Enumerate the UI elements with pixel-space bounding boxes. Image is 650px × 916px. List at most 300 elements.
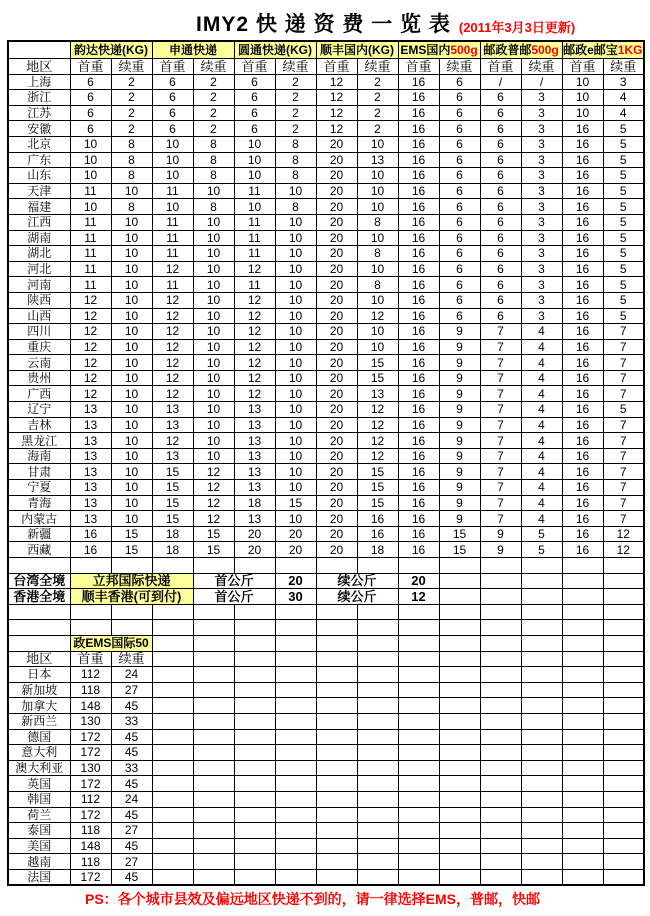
rate-cell[interactable]: 16	[398, 324, 439, 340]
rate-cell[interactable]: 6	[152, 74, 193, 90]
empty-cell[interactable]	[480, 589, 521, 605]
empty-cell[interactable]	[193, 635, 234, 651]
rate-cell[interactable]: 16	[562, 183, 603, 199]
rate-cell[interactable]: 16	[398, 370, 439, 386]
rate-cell[interactable]: 3	[521, 199, 562, 215]
empty-cell[interactable]	[398, 698, 439, 714]
rate-cell[interactable]: 5	[603, 277, 644, 293]
empty-cell[interactable]	[398, 760, 439, 776]
country-cell[interactable]: 越南	[8, 854, 70, 870]
empty-cell[interactable]	[521, 807, 562, 823]
rate-cell[interactable]: 5	[603, 152, 644, 168]
empty-cell[interactable]	[357, 823, 398, 839]
empty-cell[interactable]	[480, 604, 521, 620]
rate-cell[interactable]: 20	[316, 370, 357, 386]
empty-cell[interactable]	[275, 713, 316, 729]
rate-cell[interactable]: 10	[193, 308, 234, 324]
rate-cell[interactable]: 2	[357, 74, 398, 90]
rate-cell[interactable]: 7	[603, 386, 644, 402]
rate-cell[interactable]: 10	[193, 386, 234, 402]
empty-cell[interactable]	[603, 667, 644, 683]
rate-cell[interactable]: 10	[275, 370, 316, 386]
rate-cell[interactable]: 7	[603, 511, 644, 527]
rate-cell[interactable]: 10	[111, 370, 152, 386]
intl-additional-rate-cell[interactable]: 45	[111, 745, 152, 761]
rate-cell[interactable]: 16	[562, 246, 603, 262]
empty-cell[interactable]	[439, 698, 480, 714]
rate-cell[interactable]: 12	[152, 308, 193, 324]
rate-cell[interactable]: 16	[398, 183, 439, 199]
empty-cell[interactable]	[316, 651, 357, 667]
empty-cell[interactable]	[357, 604, 398, 620]
additional-weight-header-cell[interactable]: 续重	[521, 59, 562, 75]
rate-cell[interactable]: 6	[480, 230, 521, 246]
rate-cell[interactable]: 3	[521, 292, 562, 308]
rate-cell[interactable]: 20	[316, 464, 357, 480]
rate-cell[interactable]: 9	[439, 464, 480, 480]
rate-cell[interactable]: 2	[193, 121, 234, 137]
rate-cell[interactable]: 10	[111, 402, 152, 418]
rate-cell[interactable]: 6	[439, 152, 480, 168]
rate-cell[interactable]: 10	[357, 292, 398, 308]
region-cell[interactable]: 山东	[8, 168, 70, 184]
empty-cell[interactable]	[234, 807, 275, 823]
rate-cell[interactable]: 15	[357, 480, 398, 496]
rate-cell[interactable]: 16	[562, 511, 603, 527]
intl-first-rate-cell[interactable]: 172	[70, 807, 111, 823]
rate-cell[interactable]: /	[521, 74, 562, 90]
rate-cell[interactable]: 12	[603, 542, 644, 558]
intl-additional-rate-cell[interactable]: 27	[111, 682, 152, 698]
carrier-header-cell[interactable]: 邮政e邮宝1KG	[563, 43, 643, 57]
empty-cell[interactable]	[398, 558, 439, 574]
region-cell[interactable]: 新疆	[8, 526, 70, 542]
rate-cell[interactable]: 15	[193, 526, 234, 542]
rate-cell[interactable]: 15	[152, 511, 193, 527]
empty-cell[interactable]	[562, 760, 603, 776]
rate-cell[interactable]: 12	[193, 464, 234, 480]
empty-cell[interactable]	[439, 729, 480, 745]
rate-cell[interactable]: 16	[398, 277, 439, 293]
empty-cell[interactable]	[8, 620, 70, 636]
special-region-cell[interactable]: 香港全境	[8, 589, 70, 605]
empty-cell[interactable]	[603, 651, 644, 667]
rate-cell[interactable]: 20	[275, 542, 316, 558]
empty-cell[interactable]	[316, 729, 357, 745]
rate-cell[interactable]: 9	[439, 417, 480, 433]
rate-cell[interactable]: 12	[193, 495, 234, 511]
rate-cell[interactable]: 12	[234, 324, 275, 340]
empty-cell[interactable]	[234, 823, 275, 839]
additional-weight-header-cell[interactable]: 续重	[357, 59, 398, 75]
intl-additional-rate-cell[interactable]: 27	[111, 854, 152, 870]
empty-cell[interactable]	[562, 635, 603, 651]
empty-cell[interactable]	[398, 854, 439, 870]
rate-cell[interactable]: 9	[439, 448, 480, 464]
empty-cell[interactable]	[398, 729, 439, 745]
rate-cell[interactable]: 10	[193, 214, 234, 230]
rate-cell[interactable]: 4	[521, 370, 562, 386]
empty-cell[interactable]	[562, 854, 603, 870]
rate-cell[interactable]: 10	[357, 199, 398, 215]
rate-cell[interactable]: 6	[439, 214, 480, 230]
rate-cell[interactable]: 16	[562, 495, 603, 511]
region-cell[interactable]: 黑龙江	[8, 433, 70, 449]
rate-cell[interactable]: 20	[316, 355, 357, 371]
rate-cell[interactable]: 11	[70, 246, 111, 262]
empty-cell[interactable]	[8, 604, 70, 620]
rate-cell[interactable]: 20	[234, 526, 275, 542]
rate-cell[interactable]: 16	[562, 277, 603, 293]
rate-cell[interactable]: 20	[316, 339, 357, 355]
rate-cell[interactable]: 4	[521, 386, 562, 402]
empty-cell[interactable]	[439, 760, 480, 776]
empty-cell[interactable]	[193, 823, 234, 839]
empty-cell[interactable]	[357, 713, 398, 729]
rate-cell[interactable]: 3	[521, 136, 562, 152]
intl-first-rate-cell[interactable]: 118	[70, 823, 111, 839]
region-cell[interactable]: 广东	[8, 152, 70, 168]
rate-cell[interactable]: 11	[70, 230, 111, 246]
rate-cell[interactable]: 6	[480, 292, 521, 308]
rate-cell[interactable]: 12	[152, 261, 193, 277]
country-cell[interactable]: 泰国	[8, 823, 70, 839]
rate-cell[interactable]: 20	[316, 230, 357, 246]
empty-cell[interactable]	[275, 667, 316, 683]
empty-cell[interactable]	[480, 760, 521, 776]
empty-cell[interactable]	[316, 713, 357, 729]
rate-cell[interactable]: 11	[234, 230, 275, 246]
country-cell[interactable]: 德国	[8, 729, 70, 745]
empty-cell[interactable]	[275, 558, 316, 574]
country-cell[interactable]: 新加坡	[8, 682, 70, 698]
rate-cell[interactable]: 10	[193, 448, 234, 464]
rate-cell[interactable]: 4	[521, 480, 562, 496]
empty-cell[interactable]	[439, 807, 480, 823]
rate-cell[interactable]: 9	[439, 495, 480, 511]
empty-cell[interactable]	[152, 729, 193, 745]
rate-cell[interactable]: /	[480, 74, 521, 90]
empty-cell[interactable]	[275, 823, 316, 839]
rate-cell[interactable]: 8	[275, 199, 316, 215]
rate-cell[interactable]: 16	[398, 526, 439, 542]
rate-cell[interactable]: 3	[521, 168, 562, 184]
rate-cell[interactable]: 20	[316, 292, 357, 308]
rate-cell[interactable]: 9	[439, 386, 480, 402]
region-cell[interactable]: 江苏	[8, 105, 70, 121]
rate-cell[interactable]: 18	[234, 495, 275, 511]
rate-cell[interactable]: 16	[398, 339, 439, 355]
rate-cell[interactable]: 16	[562, 417, 603, 433]
empty-cell[interactable]	[234, 729, 275, 745]
rate-cell[interactable]: 9	[439, 370, 480, 386]
rate-cell[interactable]: 10	[111, 495, 152, 511]
rate-cell[interactable]: 10	[111, 386, 152, 402]
intl-first-rate-cell[interactable]: 148	[70, 838, 111, 854]
rate-cell[interactable]: 16	[398, 74, 439, 90]
empty-cell[interactable]	[152, 807, 193, 823]
rate-cell[interactable]: 16	[70, 542, 111, 558]
rate-cell[interactable]: 12	[152, 370, 193, 386]
additional-kg-rate-cell[interactable]: 20	[398, 573, 439, 589]
rate-cell[interactable]: 10	[357, 168, 398, 184]
empty-cell[interactable]	[603, 573, 644, 589]
rate-cell[interactable]: 10	[152, 168, 193, 184]
intl-additional-rate-cell[interactable]: 33	[111, 760, 152, 776]
rate-cell[interactable]: 15	[439, 542, 480, 558]
region-cell[interactable]: 青海	[8, 495, 70, 511]
rate-cell[interactable]: 10	[275, 433, 316, 449]
empty-cell[interactable]	[480, 713, 521, 729]
country-cell[interactable]: 美国	[8, 838, 70, 854]
empty-cell[interactable]	[316, 807, 357, 823]
country-cell[interactable]: 韩国	[8, 791, 70, 807]
carrier-header-cell[interactable]: 申通快递	[152, 41, 234, 59]
empty-cell[interactable]	[357, 729, 398, 745]
empty-cell[interactable]	[603, 854, 644, 870]
empty-cell[interactable]	[234, 854, 275, 870]
rate-cell[interactable]: 5	[603, 199, 644, 215]
empty-cell[interactable]	[234, 776, 275, 792]
rate-cell[interactable]: 15	[357, 495, 398, 511]
empty-cell[interactable]	[111, 620, 152, 636]
empty-cell[interactable]	[111, 558, 152, 574]
rate-cell[interactable]: 6	[152, 90, 193, 106]
rate-cell[interactable]: 16	[398, 246, 439, 262]
rate-cell[interactable]: 16	[398, 230, 439, 246]
rate-cell[interactable]: 5	[603, 168, 644, 184]
empty-cell[interactable]	[234, 791, 275, 807]
empty-cell[interactable]	[193, 776, 234, 792]
rate-cell[interactable]: 12	[357, 417, 398, 433]
rate-cell[interactable]: 10	[111, 433, 152, 449]
empty-cell[interactable]	[193, 791, 234, 807]
rate-cell[interactable]: 9	[439, 480, 480, 496]
empty-cell[interactable]	[193, 698, 234, 714]
rate-cell[interactable]: 12	[70, 386, 111, 402]
first-kg-rate-cell[interactable]: 20	[275, 573, 316, 589]
empty-cell[interactable]	[521, 869, 562, 885]
rate-cell[interactable]: 7	[603, 433, 644, 449]
rate-cell[interactable]: 6	[439, 261, 480, 277]
region-cell[interactable]: 湖南	[8, 230, 70, 246]
empty-cell[interactable]	[603, 760, 644, 776]
rate-cell[interactable]: 16	[562, 308, 603, 324]
empty-cell[interactable]	[398, 635, 439, 651]
rate-cell[interactable]: 20	[316, 511, 357, 527]
rate-cell[interactable]: 20	[316, 402, 357, 418]
empty-cell[interactable]	[152, 745, 193, 761]
rate-cell[interactable]: 10	[193, 261, 234, 277]
rate-cell[interactable]: 16	[398, 495, 439, 511]
rate-cell[interactable]: 12	[193, 511, 234, 527]
rate-cell[interactable]: 10	[70, 136, 111, 152]
rate-cell[interactable]: 20	[316, 152, 357, 168]
empty-cell[interactable]	[234, 558, 275, 574]
empty-cell[interactable]	[562, 558, 603, 574]
rate-cell[interactable]: 12	[316, 74, 357, 90]
empty-cell[interactable]	[439, 713, 480, 729]
empty-cell[interactable]	[521, 651, 562, 667]
rate-cell[interactable]: 13	[234, 402, 275, 418]
rate-cell[interactable]: 12	[234, 370, 275, 386]
rate-cell[interactable]: 7	[480, 433, 521, 449]
empty-cell[interactable]	[439, 745, 480, 761]
first-weight-header-cell[interactable]: 首重	[316, 59, 357, 75]
empty-cell[interactable]	[193, 620, 234, 636]
empty-cell[interactable]	[275, 791, 316, 807]
rate-cell[interactable]: 16	[562, 121, 603, 137]
empty-cell[interactable]	[480, 620, 521, 636]
rate-cell[interactable]: 4	[521, 433, 562, 449]
rate-cell[interactable]: 10	[70, 168, 111, 184]
empty-cell[interactable]	[398, 807, 439, 823]
rate-cell[interactable]: 8	[111, 152, 152, 168]
additional-kg-rate-cell[interactable]: 12	[398, 589, 439, 605]
rate-cell[interactable]: 16	[398, 152, 439, 168]
rate-cell[interactable]: 7	[480, 370, 521, 386]
empty-cell[interactable]	[357, 869, 398, 885]
additional-weight-header-cell[interactable]: 续重	[275, 59, 316, 75]
rate-cell[interactable]: 2	[357, 121, 398, 137]
rate-cell[interactable]: 10	[234, 168, 275, 184]
empty-cell[interactable]	[152, 698, 193, 714]
additional-kg-label-cell[interactable]: 续公斤	[316, 589, 398, 605]
rate-cell[interactable]: 3	[521, 261, 562, 277]
rate-cell[interactable]: 13	[152, 402, 193, 418]
empty-cell[interactable]	[603, 620, 644, 636]
rate-cell[interactable]: 10	[70, 199, 111, 215]
empty-cell[interactable]	[439, 838, 480, 854]
empty-cell[interactable]	[275, 776, 316, 792]
first-weight-header-cell[interactable]: 首重	[70, 59, 111, 75]
first-weight-header-cell[interactable]: 首重	[398, 59, 439, 75]
rate-cell[interactable]: 10	[111, 464, 152, 480]
empty-cell[interactable]	[398, 713, 439, 729]
empty-cell[interactable]	[562, 791, 603, 807]
rate-cell[interactable]: 5	[521, 542, 562, 558]
empty-cell[interactable]	[562, 573, 603, 589]
rate-cell[interactable]: 13	[70, 464, 111, 480]
intl-additional-rate-cell[interactable]: 45	[111, 838, 152, 854]
empty-cell[interactable]	[316, 604, 357, 620]
rate-cell[interactable]: 10	[275, 214, 316, 230]
empty-cell[interactable]	[562, 698, 603, 714]
rate-cell[interactable]: 10	[275, 402, 316, 418]
rate-cell[interactable]: 16	[70, 526, 111, 542]
rate-cell[interactable]: 5	[603, 136, 644, 152]
empty-cell[interactable]	[562, 776, 603, 792]
rate-cell[interactable]: 16	[562, 480, 603, 496]
rate-cell[interactable]: 20	[316, 261, 357, 277]
empty-cell[interactable]	[398, 651, 439, 667]
empty-cell[interactable]	[234, 713, 275, 729]
empty-cell[interactable]	[603, 776, 644, 792]
empty-cell[interactable]	[316, 667, 357, 683]
rate-cell[interactable]: 8	[111, 136, 152, 152]
rate-cell[interactable]: 16	[562, 230, 603, 246]
region-cell[interactable]: 天津	[8, 183, 70, 199]
empty-cell[interactable]	[152, 869, 193, 885]
first-kg-label-cell[interactable]: 首公斤	[193, 589, 275, 605]
empty-cell[interactable]	[439, 776, 480, 792]
empty-cell[interactable]	[480, 807, 521, 823]
empty-cell[interactable]	[234, 604, 275, 620]
rate-cell[interactable]: 11	[152, 277, 193, 293]
empty-cell[interactable]	[603, 791, 644, 807]
empty-cell[interactable]	[275, 760, 316, 776]
special-carrier-cell[interactable]: 立邦国际快递	[70, 573, 193, 589]
rate-cell[interactable]: 16	[357, 526, 398, 542]
rate-cell[interactable]: 6	[234, 105, 275, 121]
rate-cell[interactable]: 9	[439, 402, 480, 418]
rate-cell[interactable]: 13	[70, 402, 111, 418]
empty-cell[interactable]	[562, 807, 603, 823]
rate-cell[interactable]: 16	[562, 386, 603, 402]
rate-cell[interactable]: 2	[193, 105, 234, 121]
empty-cell[interactable]	[152, 651, 193, 667]
rate-cell[interactable]: 16	[398, 511, 439, 527]
rate-cell[interactable]: 3	[521, 308, 562, 324]
country-cell[interactable]: 新西兰	[8, 713, 70, 729]
empty-cell[interactable]	[521, 729, 562, 745]
rate-cell[interactable]: 16	[398, 214, 439, 230]
rate-cell[interactable]: 16	[562, 214, 603, 230]
rate-cell[interactable]: 10	[152, 199, 193, 215]
empty-cell[interactable]	[316, 620, 357, 636]
region-cell[interactable]: 重庆	[8, 339, 70, 355]
rate-cell[interactable]: 7	[603, 495, 644, 511]
empty-cell[interactable]	[275, 651, 316, 667]
intl-additional-rate-cell[interactable]: 45	[111, 776, 152, 792]
rate-cell[interactable]: 6	[70, 90, 111, 106]
empty-cell[interactable]	[152, 604, 193, 620]
empty-cell[interactable]	[357, 667, 398, 683]
region-cell[interactable]: 上海	[8, 74, 70, 90]
empty-cell[interactable]	[603, 807, 644, 823]
empty-cell[interactable]	[193, 729, 234, 745]
rate-cell[interactable]: 10	[111, 480, 152, 496]
rate-cell[interactable]: 16	[562, 152, 603, 168]
rate-cell[interactable]: 5	[603, 292, 644, 308]
rate-cell[interactable]: 10	[275, 355, 316, 371]
rate-cell[interactable]: 13	[234, 433, 275, 449]
rate-cell[interactable]: 13	[152, 417, 193, 433]
rate-cell[interactable]: 20	[316, 433, 357, 449]
empty-cell[interactable]	[603, 589, 644, 605]
additional-kg-label-cell[interactable]: 续公斤	[316, 573, 398, 589]
rate-cell[interactable]: 8	[275, 136, 316, 152]
empty-cell[interactable]	[316, 791, 357, 807]
rate-cell[interactable]: 10	[193, 277, 234, 293]
empty-cell[interactable]	[439, 791, 480, 807]
empty-cell[interactable]	[603, 869, 644, 885]
empty-cell[interactable]	[521, 589, 562, 605]
rate-cell[interactable]: 15	[275, 495, 316, 511]
rate-cell[interactable]: 6	[439, 168, 480, 184]
rate-cell[interactable]: 11	[70, 261, 111, 277]
rate-cell[interactable]: 16	[398, 199, 439, 215]
empty-cell[interactable]	[521, 558, 562, 574]
carrier-header-cell[interactable]: 圆通快递(KG)	[234, 41, 316, 59]
intl-additional-rate-cell[interactable]: 45	[111, 698, 152, 714]
empty-cell[interactable]	[439, 682, 480, 698]
empty-cell[interactable]	[70, 620, 111, 636]
region-cell[interactable]: 湖北	[8, 246, 70, 262]
rate-cell[interactable]: 20	[316, 136, 357, 152]
rate-cell[interactable]: 10	[234, 199, 275, 215]
empty-cell[interactable]	[234, 745, 275, 761]
